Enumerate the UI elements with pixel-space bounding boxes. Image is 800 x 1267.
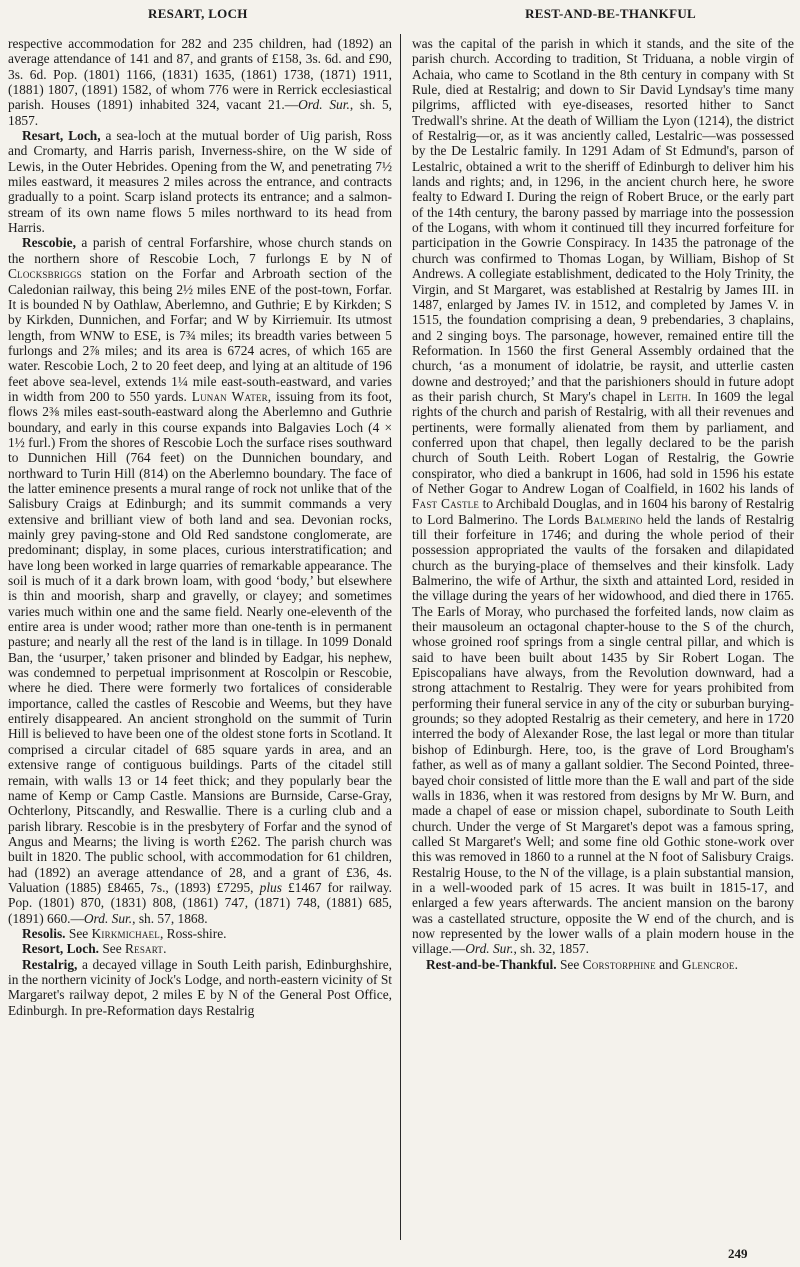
header-right: REST-AND-BE-THANKFUL [525, 6, 696, 21]
column-divider [400, 34, 401, 1240]
entry-rescobie: Rescobie, a parish of central Forfarshire, whose church stands on the northern shore of Rescobie Loch, 7 furlongs E by N of Clocksbriggs station on the Forfar and Arbroath section of the Caledonian railway, this being 2½ miles ENE of the post-town, Forfar. It is bounded N by Oathlaw, Aberlemno, and Guthrie; E by Kirkden; S by Kirkden, Dunnichen, and Forfar; and W by Kirriemuir. Its utmost length, from WNW to ESE, is 7¾ miles; its breadth varies between 5 furlongs and 2⅞ miles; and its area is 6724 acres, of which 165 are water. Rescobie Loch, 2 to 20 feet deep, and lying at an altitude of 196 feet above sea-level, extends 1¼ mile east-south-eastward, and varies in width from 200 to 550 yards. Lunan Water, issuing from its foot, flows 2⅜ miles east-south-eastward along the Aberlemno and Guthrie boundary, and early in this course expands into Balgavies Loch (4 × 1½ furl.) From the shores of Rescobie Loch the surface rises southward to Dunnichen Hill (764 feet) on the Dunnichen boundary, and northward to Turin Hill (814) on the Aberlemno boundary. The face of the latter eminence presents a mural range of rock not unlike that of the Salisbury Craigs at Edinburgh; and its summit commands a very extensive and brilliant view of both land and sea. Devonian rocks, mainly grey paving-stone and Old Red sandstone conglomerate, are predominant; display, in some places, curious interstratification; and have long been worked in large quarries of remarkable appearance. The soil is much of it a dark brown loam, with good ‘body,’ but elsewhere is thin and moorish, sharp and gravelly, or clayey; and sometimes varies much within one and the same field. Nearly one-eleventh of the entire area is under wood; rather more than one-tenth is in permanent pasture; and nearly all the rest of the land is in tillage. In 1099 Donald Ban, the ‘usurper,’ taken prisoner and blinded by Eadgar, his nephew, was condemned to perpetual imprisonment at Roscolpin or Rescobie, where he died. There were formerly two fortalices of considerable importance, called the castles of Rescobie and Weems, but they have entirely disappeared. An ancient stronghold on the summit of Turin Hill is believed to have been one of the oldest stone forts in Scotland. It comprised a circular citadel of 685 square yards in area, and an extensive range of contiguous buildings. Parts of the citadel still remain, with walls 13 or 14 feet thick; and they popularly bear the name of Kemp or Camp Castle. Mansions are Burnside, Carse-Gray, Ochterlony, Pitscandly, and Reswallie. There is a curling club and a parish library. Rescobie is in the presbytery of Forfar and the synod of Angus and Mearns; the living is worth £262. The parish church was built in 1820. The public school, with accommodation for 61 children, had (1892) an average attendance of 28, and a grant of £36, 4s. Valuation (1885) £8465, 7s., (1893) £7295, plus £1467 for railway. Pop. (1801) 870, (1831) 808, (1861) 747, (1871) 748, (1881) 685, (1891) 660.—Ord. Sur., sh. 57, 1868. [8, 235, 392, 926]
entry-rest-and-be-thankful: Rest-and-be-Thankful. See Corstorphine and Glencroe. [426, 956, 738, 972]
headword: Restalrig, [22, 956, 78, 972]
entry-resart-loch: Resart, Loch, a sea-loch at the mutual border of Uig parish, Ross and Cromarty, and Harris parish, Inverness-shire, on the W side of Lewis, in the Outer Hebrides. Opening from the W, and penetrating 7½ miles eastward, it measures 2 miles across the entrance, and contracts gradually to a point. Scarp island protects its entrance; and a salmon-stream of its own name flows 5 miles northward to its head from Harris. [8, 128, 392, 236]
entry-resort-loch: Resort, Loch. See Resart. [22, 941, 167, 957]
cross-reference: Resart [125, 941, 164, 957]
headword: Resart, Loch, [22, 128, 101, 144]
cross-reference: Lunan Water [191, 388, 268, 404]
entry-restalrig-continued: was the capital of the parish in which it stands, and the site of the parish church. According to tradition, St Triduana, a noble virgin of Achaia, who came to Scotland in the 8th century in company with St Rule, died at Restalrig; and down to Sir David Lyndsay's time many pilgrims, afflicted with eye-diseases, resorted hither to Sanct Tredwall's shrine. At the death of William the Lyon (1214), the district of Restalrig—or, as it was anciently called, Lestalric—was possessed by the De Lestalric family. In 1291 Adam of St Edmund's, parson of Lestalric, obtained a writ to the sheriff of Edinburgh to deliver him his lands and rights; and, in 1296, in the ancient church here, he swore fealty to Edward I. During the reign of Robert Bruce, or the early part of the 14th century, the barony passed by marriage into the possession of the Logans, with whom it continued till they incurred forfeiture for participation in the Gowrie Conspiracy. In 1435 the patronage of the church was confirmed to Thomas Logan, by William, Bishop of St Andrews. A collegiate establishment, dedicated to the Holy Trinity, the Virgin, and St Margaret, was established at Restalrig by James III. in 1487, enlarged by James IV. in 1512, and completed by James V. in 1515, the foundation comprising a dean, 9 prebendaries, 3 chaplains, and 2 singing boys. The parsonage, however, remained entire till the Reformation. In 1560 the first General Assembly ordained that the church, ‘as a monument of idolatrie, be raysit, and utterlie casten downe and destroyed;’ and that the parishioners should in future adopt as their parish church, St Mary's chapel in Leith. In 1609 the legal rights of the church and parish of Restalrig, with all their revenues and pertinents, were formally alienated from them by parliament, and conferred upon that chapel, then legally declared to be the parish church of South Leith. Robert Logan of Restalrig, the Gowrie conspirator, who died a bankrupt in 1606, had sold in 1596 his estate of Nether Gogar to Andrew Logan of Coalfield, in 1602 his lands of Fast Castle to Archibald Douglas, and in 1604 his barony of Restalrig to Lord Balmerino. The Lords Balmerino held the lands of Restalrig till their forfeiture in 1746; and during the whole period of their possession appropriated the vaults of the forsaken and dilapidated church as the burying-place of themselves and their kinsfolk. Lady Balmerino, the wife of Arthur, the sixth and attainted Lord, resided in the village during the years of her widowhood, and died there in 1765. The Earls of Moray, who purchased the forfeited lands, now claim as their mausoleum an octagonal chapter-house to the S of the church, whose groined roof springs from a single central pillar, and which is said to have been built about 1435 by Sir Robert Logan. The Episcopalians have always, from the Revolution downward, had a strong attachment to Restalrig. They were for years prohibited from performing their funeral service in any of the city or suburban burying-grounds; so they adopted Restalrig as their cemetery, and here in 1720 interred the body of Alexander Rose, the last legal or more than titular bishop of Edinburgh. Here, too, is the grave of Lord Brougham's father, as well as of many a gallant soldier. The Second Pointed, three-bayed choir consisted of little more than the E wall and part of the side walls in 1836, when it was restored from designs by Mr W. Burn, and made a chapel of ease or mission chapel, subordinate to South Leith church. Under the verge of St Margaret's depot was a famous spring, called St Margaret's Well; and some fine old Gothic stone-work over this was removed in 1860 to a runnel at the N foot of Salisbury Craigs. Restalrig House, to the N of the village, is a plain substantial mansion, in a well-wooded park of 15 acres. It was built in 1815-17, and enlarged a few years afterwards. The ancient mansion on the barony was a castellated structure, opposite the W end of the church, and is now represented by the lower walls of a plain modern house in the village.—Ord. Sur., sh. 32, 1857. [412, 36, 794, 957]
right-column [412, 36, 794, 972]
running-header [10, 6, 790, 28]
entry-continuation: respective accommodation for 282 and 235 children, had (1892) an average attendance of 141 and 87, and grants of £158, 3s. 6d. and £90, 3s. 6d. Pop. (1801) 1166, (1831) 1635, (1861) 1738, (1871) 1911, (1881) 1807, (1891) 1582, of whom 776 were in Rerrick ecclesiastical parish. Houses (1891) inhabited 324, vacant 21.—Ord. Sur., sh. 5, 1857. [8, 36, 392, 128]
headword: Resolis. [22, 925, 66, 941]
headword: Resort, Loch. [22, 941, 99, 957]
cross-reference: Fast Castle [412, 496, 480, 512]
cross-reference: Balmerino [584, 511, 643, 527]
left-column [8, 36, 392, 1018]
page-number: 249 [728, 1246, 748, 1261]
headword: Rescobie, [22, 235, 76, 251]
cross-reference: Kirkmichael [91, 925, 160, 941]
cross-reference: Glencroe [681, 956, 735, 972]
entry-restalrig: Restalrig, a decayed village in South Leith parish, Edinburghshire, in the northern vicinity of Jock's Lodge, and north-eastern vicinity of St Margaret's railway depot, 2 miles E by N of the General Post Office, Edinburgh. In pre-Reformation days Restalrig [8, 956, 392, 1018]
header-left: RESART, LOCH [148, 6, 248, 21]
entry-resolis: Resolis. See Kirkmichael, Ross-shire. [22, 925, 227, 941]
cross-reference: Leith [658, 388, 688, 404]
headword: Rest-and-be-Thankful. [426, 956, 557, 972]
cross-reference: Corstorphine [582, 956, 656, 972]
cross-reference: Clocksbriggs [8, 266, 82, 282]
